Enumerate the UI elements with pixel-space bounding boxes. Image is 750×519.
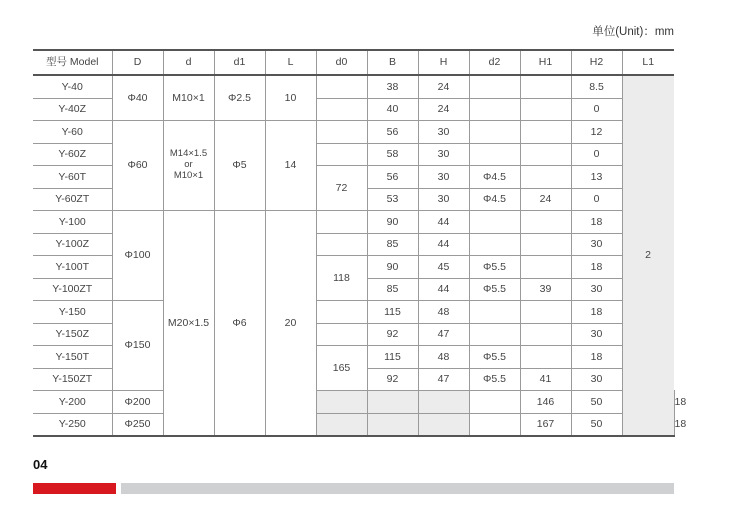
cell-d: [163, 121, 214, 211]
cell-d0-empty: [469, 413, 520, 436]
header-d2: d2: [469, 50, 520, 75]
cell-H1: 24: [520, 188, 571, 211]
cell-D: Φ250: [112, 413, 163, 436]
cell-L1: 2: [622, 75, 674, 436]
cell-d2: Φ5.5: [469, 278, 520, 301]
cell-H: 30: [418, 188, 469, 211]
cell-H: 30: [418, 121, 469, 144]
cell-H: 44: [418, 278, 469, 301]
cell-d: M10×1: [163, 75, 214, 121]
cell-H2: 18: [571, 211, 622, 234]
cell-H1-empty: [520, 98, 571, 121]
cell-model: Y-40Z: [33, 98, 112, 121]
cell-H1-empty: [520, 211, 571, 234]
cell-B: 92: [367, 323, 418, 346]
cell-d-line: M10×1: [173, 169, 204, 181]
cell-H: 44: [418, 233, 469, 256]
cell-D: Φ100: [112, 211, 163, 301]
cell-H1: 39: [520, 278, 571, 301]
cell-H: 30: [418, 143, 469, 166]
cell-H2: 30: [571, 323, 622, 346]
cell-H2: 18: [571, 256, 622, 279]
cell-D: Φ200: [112, 391, 163, 414]
cell-d1: Φ6: [214, 211, 265, 437]
cell-model: Y-40: [33, 75, 112, 98]
header-H2: H2: [571, 50, 622, 75]
header-D: D: [112, 50, 163, 75]
table-row: Y-200 Φ200 146 50 18: [33, 391, 674, 414]
cell-d2-empty: [469, 233, 520, 256]
cell-d2-empty: [469, 98, 520, 121]
cell-d0: 118: [316, 256, 367, 301]
cell-H2: 0: [571, 98, 622, 121]
header-L: L: [265, 50, 316, 75]
cell-D: Φ150: [112, 301, 163, 391]
header-d: d: [163, 50, 214, 75]
cell-model: Y-200: [33, 391, 112, 414]
cell-d0-empty: [316, 233, 367, 256]
cell-d-line: or: [184, 159, 193, 171]
cell-H1-empty: [520, 301, 571, 324]
cell-model: Y-150T: [33, 346, 112, 369]
header-d1: d1: [214, 50, 265, 75]
cell-H: 24: [418, 98, 469, 121]
cell-d0-empty: [469, 391, 520, 414]
footer-grey-bar: [121, 483, 674, 494]
cell-L: 20: [265, 211, 316, 437]
cell-model: Y-150: [33, 301, 112, 324]
cell-model: Y-60: [33, 121, 112, 144]
table-row: [33, 211, 674, 234]
cell-H: 30: [418, 166, 469, 189]
cell-H: 47: [418, 368, 469, 391]
cell-H: 48: [418, 346, 469, 369]
table-row: [33, 301, 674, 324]
cell-B: 146: [520, 391, 571, 414]
cell-D: Φ60: [112, 121, 163, 211]
cell-H2: 8.5: [571, 75, 622, 98]
cell-d-line: M14×1.5: [169, 148, 208, 160]
cell-model: Y-60T: [33, 166, 112, 189]
cell-B: 53: [367, 188, 418, 211]
table-row: [33, 121, 674, 144]
cell-model: Y-100T: [33, 256, 112, 279]
cell-d2-empty: [469, 323, 520, 346]
header-d0: d0: [316, 50, 367, 75]
cell-B: 40: [367, 98, 418, 121]
cell-H1: 41: [520, 368, 571, 391]
cell-d1-empty: [367, 391, 418, 414]
cell-d1: Φ5: [214, 121, 265, 211]
cell-d0-empty: [316, 143, 367, 166]
cell-model: Y-60ZT: [33, 188, 112, 211]
cell-d0: 165: [316, 346, 367, 391]
cell-L-empty: [418, 413, 469, 436]
cell-d2-empty: [469, 143, 520, 166]
cell-H: 50: [571, 413, 622, 436]
cell-d2: Φ5.5: [469, 256, 520, 279]
cell-B: 167: [520, 413, 571, 436]
cell-H2: 18: [571, 346, 622, 369]
cell-B: 85: [367, 278, 418, 301]
cell-d0: 72: [316, 166, 367, 211]
cell-H2: 13: [571, 166, 622, 189]
cell-B: 92: [367, 368, 418, 391]
cell-B: 85: [367, 233, 418, 256]
cell-d0-empty: [316, 121, 367, 144]
cell-d1: Φ2.5: [214, 75, 265, 121]
cell-H: 45: [418, 256, 469, 279]
cell-L-empty: [418, 391, 469, 414]
table-header-row: [33, 50, 674, 75]
cell-H: 47: [418, 323, 469, 346]
cell-d-empty: [316, 413, 367, 436]
cell-H1-empty: [520, 346, 571, 369]
cell-D: Φ40: [112, 75, 163, 121]
spec-table: [33, 49, 687, 437]
cell-H2: 0: [571, 188, 622, 211]
cell-B: 56: [367, 121, 418, 144]
cell-H1-empty: [520, 323, 571, 346]
cell-d0-empty: [316, 98, 367, 121]
cell-d0-empty: [316, 211, 367, 234]
cell-L: 10: [265, 75, 316, 121]
header-model: 型号 Model: [33, 50, 112, 75]
cell-d: M20×1.5: [163, 211, 214, 437]
cell-H: 50: [571, 391, 622, 414]
cell-d0-empty: [316, 75, 367, 98]
cell-H1-empty: [520, 256, 571, 279]
cell-d2: Φ4.5: [469, 188, 520, 211]
cell-H: 24: [418, 75, 469, 98]
cell-d2-empty: [469, 301, 520, 324]
cell-H1-empty: [520, 166, 571, 189]
cell-H1-empty: [520, 233, 571, 256]
page-number: 04: [33, 457, 48, 472]
cell-d0-empty: [316, 301, 367, 324]
cell-model: Y-100ZT: [33, 278, 112, 301]
cell-L: 14: [265, 121, 316, 211]
cell-H2: 30: [571, 233, 622, 256]
cell-B: 115: [367, 346, 418, 369]
cell-B: 90: [367, 211, 418, 234]
cell-B: 90: [367, 256, 418, 279]
cell-H2: 30: [571, 368, 622, 391]
cell-H1-empty: [520, 121, 571, 144]
header-L1: L1: [622, 50, 674, 75]
cell-H1-empty: [520, 75, 571, 98]
cell-H: 48: [418, 301, 469, 324]
cell-model: Y-250: [33, 413, 112, 436]
cell-B: 38: [367, 75, 418, 98]
cell-H2: 12: [571, 121, 622, 144]
cell-d2: Φ5.5: [469, 346, 520, 369]
unit-label: 单位(Unit)：mm: [592, 26, 674, 38]
header-H1: H1: [520, 50, 571, 75]
cell-d2-empty: [469, 211, 520, 234]
cell-d2: Φ4.5: [469, 166, 520, 189]
cell-d0-empty: [316, 323, 367, 346]
cell-H2: 18: [571, 301, 622, 324]
cell-H: 44: [418, 211, 469, 234]
cell-H2: 30: [571, 278, 622, 301]
cell-d2: Φ5.5: [469, 368, 520, 391]
cell-H2: 0: [571, 143, 622, 166]
cell-d-empty: [316, 391, 367, 414]
cell-d2-empty: [469, 75, 520, 98]
cell-model: Y-150Z: [33, 323, 112, 346]
cell-model: Y-60Z: [33, 143, 112, 166]
cell-model: Y-100Z: [33, 233, 112, 256]
header-H: H: [418, 50, 469, 75]
cell-B: 58: [367, 143, 418, 166]
cell-model: Y-150ZT: [33, 368, 112, 391]
header-B: B: [367, 50, 418, 75]
cell-model: Y-100: [33, 211, 112, 234]
cell-d1-empty: [367, 413, 418, 436]
table-row: Y-250 Φ250 167 50 18: [33, 413, 674, 436]
cell-B: 115: [367, 301, 418, 324]
footer-accent-bar: [33, 483, 116, 494]
cell-B: 56: [367, 166, 418, 189]
cell-H1-empty: [520, 143, 571, 166]
cell-d2-empty: [469, 121, 520, 144]
table-row: [33, 75, 674, 98]
